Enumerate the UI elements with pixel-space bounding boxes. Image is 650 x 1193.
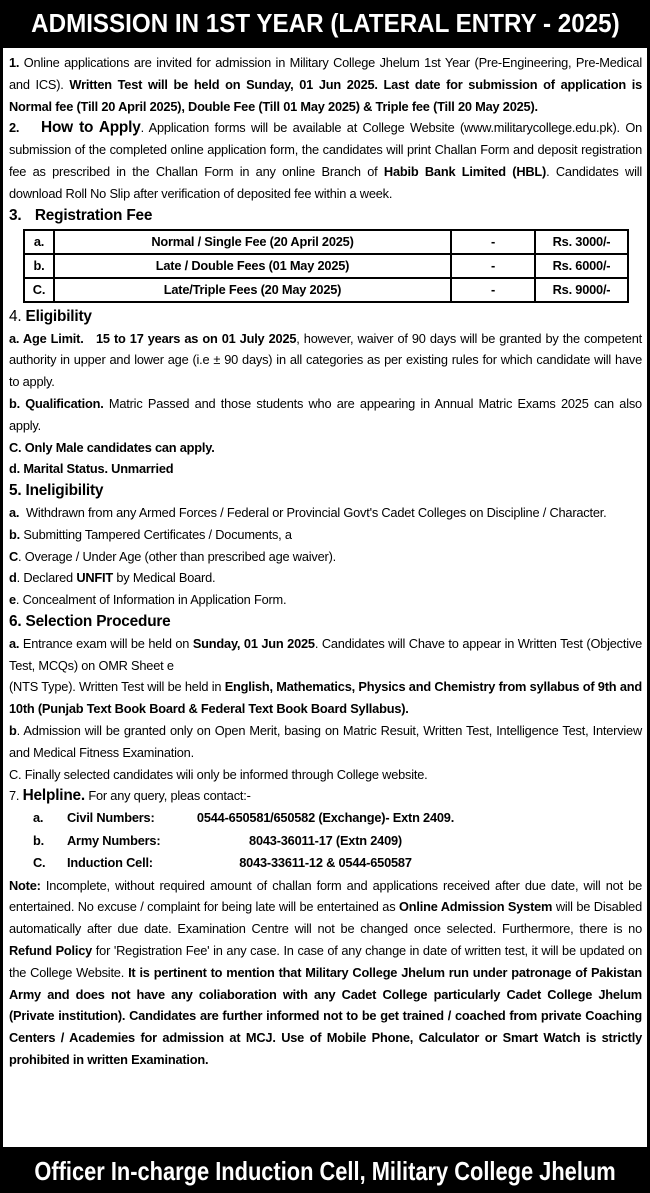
text-run: Written Test will be held on Sunday, 01 Jun 2025. Last date for submission of application is Normal fee (Till 20 April 2025), Double Fee (Till 01 May 2025) & Triple fee (Till 20 May 2025).	[9, 76, 646, 114]
text-run: a. Age Limit.	[9, 330, 84, 346]
para-male-candidates	[9, 437, 642, 459]
para-marital-status	[9, 458, 642, 480]
para-ineligibility-d	[9, 567, 642, 589]
text-run: 7.	[9, 788, 23, 804]
text-run: . Declared	[16, 570, 77, 586]
fee-table-row	[24, 278, 628, 302]
text-run: (NTS Type). Written Test will be held in	[9, 679, 225, 695]
text-run: For any query, pleas contact:-	[84, 788, 251, 804]
text-run: 3.	[9, 206, 22, 224]
page-title: ADMISSION IN 1ST YEAR (LATERAL ENTRY - 2025)	[30, 7, 620, 38]
helpline-row	[9, 852, 642, 875]
heading-helpline	[9, 785, 642, 807]
text-run: , however, waiver of 90 days will be granted by the competent authority in upper and lower age (i.e ± 90 days) in all categories as per existing rules for which candidate will have to apply.	[9, 330, 646, 390]
text-run: 5. Ineligibility	[9, 482, 104, 500]
text-run: Withdrawn from any Armed Forces / Federal or Provincial Govt's Cadet Colleges on Discipline / Character.	[19, 504, 607, 520]
helpline-letter: C.	[33, 855, 46, 871]
fee-row-dash: -	[451, 230, 535, 254]
text-run: b. Qualification.	[9, 395, 104, 411]
text-run: C. Only Male candidates can apply.	[9, 439, 215, 455]
para-online-applications	[9, 52, 646, 117]
text-run: C	[9, 548, 19, 564]
text-run: Note:	[9, 877, 41, 893]
para-ineligibility-b	[9, 524, 642, 546]
para-ineligibility-e	[9, 589, 642, 611]
text-run: 1.	[9, 55, 20, 70]
text-run: d	[9, 570, 17, 586]
para-how-to-apply	[9, 117, 646, 204]
text-run	[84, 331, 96, 346]
notice-body	[3, 48, 647, 1147]
text-run: d. Marital Status. Unmarried	[9, 461, 174, 477]
text-run: Habib Bank Limited (HBL)	[383, 163, 547, 179]
text-run: Matric Passed and those students who are appearing in Annual Matric Exams 2025 can also apply.	[9, 395, 646, 433]
text-run: . Admission will be granted only on Open Merit, basing on Matric Resuit, Written Test, Intelligence Test, Interview and Medical Fitness Examination.	[9, 722, 646, 760]
text-run	[21, 208, 34, 223]
para-ineligibility-c	[9, 546, 642, 568]
fee-row-amount: Rs. 3000/-	[535, 230, 628, 254]
text-run: 15 to 17 years as on 01 July 2025	[96, 330, 297, 346]
para-note	[9, 875, 646, 1071]
text-run: Sunday, 01 Jun 2025	[192, 635, 315, 651]
para-qualification	[9, 393, 646, 437]
text-run: Incomplete, without required amount of challan form and applications received after due date, will not be entertained. No excuse / complaint for being late will be entertained as	[9, 877, 646, 915]
signature-text: Officer In-charge Induction Cell, Military College Jhelum	[34, 1155, 616, 1186]
helpline-label: Induction Cell:	[67, 855, 153, 871]
fee-row-description: Late / Double Fees (01 May 2025)	[54, 254, 451, 278]
text-run: will be Disabled automatically after due date. Examination Centre will not be changed once selected. Furthermore, there is no	[9, 899, 646, 937]
para-ineligibility-a	[9, 502, 642, 524]
helpline-value: 0544-650581/650582 (Exchange)- Extn 2409.	[196, 810, 455, 826]
page-title-bar	[3, 0, 647, 48]
text-run: UNFIT	[76, 570, 113, 586]
fee-row-amount: Rs. 6000/-	[535, 254, 628, 278]
helpline-letter: b.	[33, 832, 44, 848]
para-selection-a	[9, 633, 646, 677]
text-run: Submitting Tampered Certificates / Documents, a	[19, 526, 292, 542]
fee-row-description: Late/Triple Fees (20 May 2025)	[54, 278, 451, 302]
para-age-limit	[9, 328, 646, 393]
text-run: . Candidates will download Roll No Slip after verification of deposited fee within a week.	[9, 163, 646, 201]
text-run: b.	[9, 526, 20, 542]
text-run: 4.	[9, 307, 26, 325]
fee-row-amount: Rs. 9000/-	[535, 278, 628, 302]
helpline-value: 8043-33611-12 & 0544-650587	[239, 855, 412, 871]
helpline-letter: a.	[33, 810, 44, 826]
text-run: . Overage / Under Age (other than prescribed age waiver).	[18, 548, 336, 564]
fee-row-dash: -	[451, 254, 535, 278]
helpline-row	[9, 830, 642, 853]
text-run	[19, 120, 41, 135]
para-selection-b	[9, 720, 646, 764]
heading-registration-fee	[9, 205, 642, 227]
text-run: Entrance exam will be held on	[19, 635, 193, 651]
para-selection-c	[9, 764, 642, 786]
text-run: 2.	[9, 120, 20, 136]
text-run: a.	[9, 635, 20, 651]
text-run: by Medical Board.	[113, 570, 216, 586]
helpline-row	[9, 807, 642, 830]
signature-bar	[3, 1147, 647, 1193]
fee-row-description: Normal / Single Fee (20 April 2025)	[54, 230, 451, 254]
para-selection-nts	[9, 676, 646, 720]
fee-row-letter: C.	[24, 278, 54, 302]
text-run: It is pertinent to mention that Military College Jhelum run under patronage of Pakistan Army and does not have any coliaboration with any Cadet College particularly Cadet College Jhelum (Private institution). Candidates are further informed not to be get trained / coached from private Coaching Centers / Academies for admission at MCJ. Use of Mobile Phone, Calculator or Smart Watch is strictly prohibited in written Examination.	[9, 964, 646, 1067]
text-run: . Application forms will be available at College Website (www.militarycollege.edu.pk). On submission of the completed online application form, the candidates will print Challan Form and deposit registration fee as prescribed in the Challan Form in any online Branch of	[9, 120, 646, 179]
text-run: C. Finally selected candidates wili only be informed through College website.	[9, 766, 428, 782]
text-run: English, Mathematics, Physics and Chemistry from syllabus of 9th and 10th (Punjab Text Book Board & Federal Text Book Board Syllabus).	[9, 679, 646, 717]
text-run: How to Apply	[41, 119, 141, 137]
heading-selection-procedure	[9, 611, 642, 633]
text-run: Online applications are invited for admission in Military College Jhelum 1st Year (Pre-Engineering, Pre-Medical and ICS).	[9, 55, 646, 92]
fee-table-row	[24, 254, 628, 278]
text-run: Refund Policy	[9, 942, 93, 958]
text-run: b	[9, 722, 17, 738]
text-run: 6. Selection Procedure	[9, 612, 171, 630]
helpline-value: 8043-36011-17 (Extn 2409)	[249, 832, 402, 848]
text-run: Online Admission System	[399, 899, 553, 915]
registration-fee-table	[23, 229, 629, 302]
text-run: . Candidates will Chave to appear in Written Test (Objective Test, MCQs) on OMR Sheet e	[9, 635, 646, 673]
helpline-label: Army Numbers:	[67, 832, 161, 848]
fee-row-dash: -	[451, 278, 535, 302]
fee-table-row	[24, 230, 628, 254]
heading-eligibility	[9, 306, 642, 328]
text-run: Eligibility	[25, 307, 92, 325]
text-run: Registration Fee	[34, 206, 153, 224]
text-run: . Concealment of Information in Application Form.	[15, 592, 287, 608]
text-run: e	[9, 592, 16, 608]
text-run: for 'Registration Fee' in any case. In case of any change in date of written test, it will be updated on the College Website.	[9, 942, 646, 980]
text-run: Helpline.	[22, 787, 85, 805]
helpline-label: Civil Numbers:	[67, 810, 155, 826]
text-run: a.	[9, 504, 20, 520]
fee-row-letter: b.	[24, 254, 54, 278]
fee-row-letter: a.	[24, 230, 54, 254]
heading-ineligibility	[9, 480, 642, 502]
